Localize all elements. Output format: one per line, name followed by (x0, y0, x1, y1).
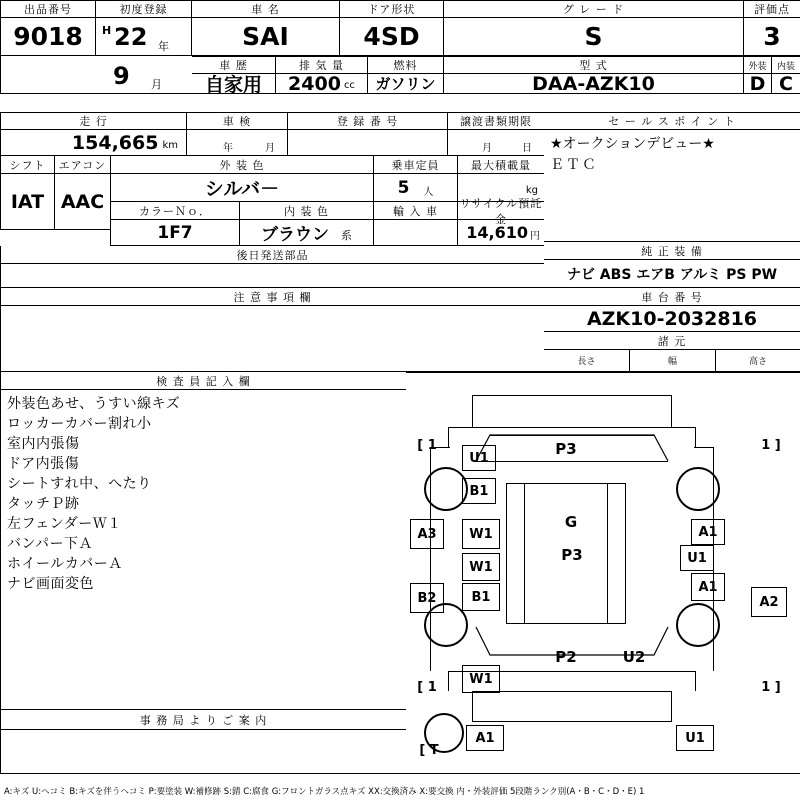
chassis-number-label: 車 台 番 号 (544, 288, 800, 306)
damage-diagram (406, 372, 800, 774)
mark-a2-right: A2 (751, 587, 787, 617)
int-grade-value: C (772, 74, 800, 94)
mileage-value: 154,665 km (0, 130, 186, 156)
car-name-value: SAI (192, 18, 340, 56)
aircon-label: エアコン (54, 156, 110, 174)
ext-grade-label: 外装 (744, 56, 772, 74)
registration-number-value (288, 130, 448, 156)
aircon-value: AAC (54, 174, 110, 230)
registration-number-label: 登 録 番 号 (288, 112, 448, 130)
caution-body (0, 306, 544, 372)
first-registration-year: 22 (114, 23, 148, 51)
door-shape-label: ドア形状 (340, 0, 444, 18)
mark-b1-front-left: B1 (462, 478, 496, 504)
int-grade-label: 内装 (772, 56, 800, 74)
mark-p2-rear: P2 (555, 648, 577, 666)
inspector-note-line: ナビ画面変色 (7, 576, 94, 592)
inspector-note-line: 外装色あせ、うすい線キズ (7, 396, 181, 412)
genuine-equipment-value: ナビ ABS エアB アルミ PS PW (544, 260, 800, 288)
displacement-value: 2400 cc (276, 74, 368, 94)
ext-color-label: 外 装 色 (110, 156, 374, 174)
inspector-note-line: ドア内張傷 (7, 456, 80, 472)
first-registration-label: 初度登録 (96, 0, 192, 18)
length-label: 長さ (544, 350, 630, 372)
inspector-note-line: 室内内張傷 (7, 436, 80, 452)
grade-value: S (444, 18, 744, 56)
mark-right-bracket-bottom: 1 ] (761, 679, 781, 695)
score-value: 3 (744, 18, 800, 56)
sales-point-line-1: ★オークションデビュー★ (550, 136, 715, 152)
model-code-label: 型 式 (444, 56, 744, 74)
mileage-label: 走 行 (0, 112, 186, 130)
fuel-value: ガソリン (368, 74, 444, 94)
ext-color-value: シルバ－ (110, 174, 374, 202)
height-label: 高さ (716, 350, 800, 372)
first-registration-month: 9 (113, 62, 130, 90)
inspector-note-line: ロッカーカバー割れ小 (7, 416, 152, 432)
ext-grade-value: D (744, 74, 772, 94)
office-notice-body (0, 730, 406, 774)
recycle-deposit-label: リサイクル預託金 (459, 196, 543, 226)
mark-left-bracket-bottom: [ 1 (417, 679, 437, 695)
chassis-number-value: AZK10-2032816 (544, 306, 800, 332)
later-shipment-parts-label: 後日発送部品 (0, 246, 544, 264)
year-unit: 年 (158, 40, 169, 53)
era-label: H (102, 24, 112, 37)
mark-p3-center: P3 (561, 546, 583, 564)
inspector-note-line: 左フェンダーＷ１ (7, 516, 122, 532)
color-no-label: カラーＮｏ． (110, 202, 240, 220)
fuel-label: 燃料 (368, 56, 444, 74)
first-registration-value (96, 18, 192, 56)
sales-point-line-2: ＥＴＣ (550, 157, 598, 173)
mark-p3-front: P3 (555, 440, 577, 458)
wheel-front-right (676, 467, 720, 511)
caution-label: 注 意 事 項 欄 (0, 288, 544, 306)
capacity-value: 5 人 (374, 174, 458, 202)
month-unit: 月 (151, 78, 162, 91)
import-label: 輸 入 車 (374, 202, 458, 220)
inspector-notes-body (0, 390, 406, 710)
wheel-spare (424, 713, 464, 753)
mark-u1-right: U1 (680, 545, 714, 571)
sales-point-body (544, 130, 800, 242)
mark-w1-upper-left: W1 (462, 519, 500, 549)
mark-g-center: G (564, 513, 578, 531)
sales-point-label: セ ー ル ス ポ イ ン ト (544, 112, 800, 130)
first-registration-month-cell (0, 56, 192, 94)
score-label: 評価点 (744, 0, 800, 18)
transfer-deadline-label: 譲渡書類期限 (448, 112, 544, 130)
shift-label: シフト (0, 156, 54, 174)
mark-a1-rear-left: A1 (466, 725, 504, 751)
inspector-note-line: バンパー下Ａ (7, 536, 94, 552)
mark-a3-left: A3 (410, 519, 444, 549)
inspection-label: 車 検 (186, 112, 288, 130)
mark-u1-front-left: U1 (462, 445, 496, 471)
shift-value: IAT (0, 174, 54, 230)
car-history-label: 車 歴 (192, 56, 276, 74)
genuine-equipment-label: 純 正 装 備 (544, 242, 800, 260)
import-value (374, 220, 458, 246)
color-no-value: 1F7 (110, 220, 240, 246)
displacement-label: 排 気 量 (276, 56, 368, 74)
transfer-deadline-value: 月 日 (448, 130, 544, 156)
mark-u1-rear-right: U1 (676, 725, 714, 751)
wheel-rear-right (676, 603, 720, 647)
mark-b2-left: B2 (410, 583, 444, 613)
mark-w1-lower-left: W1 (462, 553, 500, 581)
mark-b1-lower-left: B1 (462, 583, 500, 611)
inspector-note-line: タッチＰ跡 (7, 496, 80, 512)
capacity-label: 乗車定員 (374, 156, 458, 174)
mark-right-bracket-top: 1 ] (761, 437, 781, 453)
office-notice-label: 事 務 局 よ り ご 案 内 (0, 710, 406, 730)
mark-u2-rear: U2 (622, 648, 646, 666)
later-shipment-parts-value (0, 264, 544, 288)
mark-w1-rear-left: W1 (462, 665, 500, 693)
inspection-value: 年 月 (186, 130, 288, 156)
inspector-notes-label: 検 査 員 記 入 欄 (0, 372, 406, 390)
grade-label: グ レ ー ド (444, 0, 744, 18)
inspector-note-line: ホイールカバーＡ (7, 556, 123, 572)
width-label: 幅 (630, 350, 716, 372)
int-color-value: ブラウン 系 (240, 220, 374, 246)
dimension-label: 諸 元 (544, 332, 800, 350)
inspector-note-line: シートすれ中、へたり (7, 476, 152, 492)
lot-number-value: 9018 (0, 18, 96, 56)
model-code-value: DAA-AZK10 (444, 74, 744, 94)
recycle-deposit-value: 14,610 円 (458, 220, 544, 246)
int-color-label: 内 装 色 (240, 202, 374, 220)
mark-t-bracket: [ T (419, 742, 439, 758)
car-name-label: 車 名 (192, 0, 340, 18)
max-load-label: 最大積載量 (458, 156, 544, 174)
mark-a1-right-upper: A1 (691, 519, 725, 545)
car-history-value: 自家用 (192, 74, 276, 94)
mark-a1-right-lower: A1 (691, 573, 725, 601)
mark-left-bracket-top: [ 1 (417, 437, 437, 453)
max-load-value: kg (458, 174, 544, 202)
legend-footnote: A:キズ U:へコミ B:キズを伴うヘコミ P:要塗装 W:補修跡 S:錆 C:腐食 G:フロントガラス点キズ XX:交換済み X:要交換 内・外装評価 5段階ランク別(A・B・C・D・E) 1 (4, 787, 645, 797)
lot-number-label: 出品番号 (0, 0, 96, 18)
door-shape-value: 4SD (340, 18, 444, 56)
